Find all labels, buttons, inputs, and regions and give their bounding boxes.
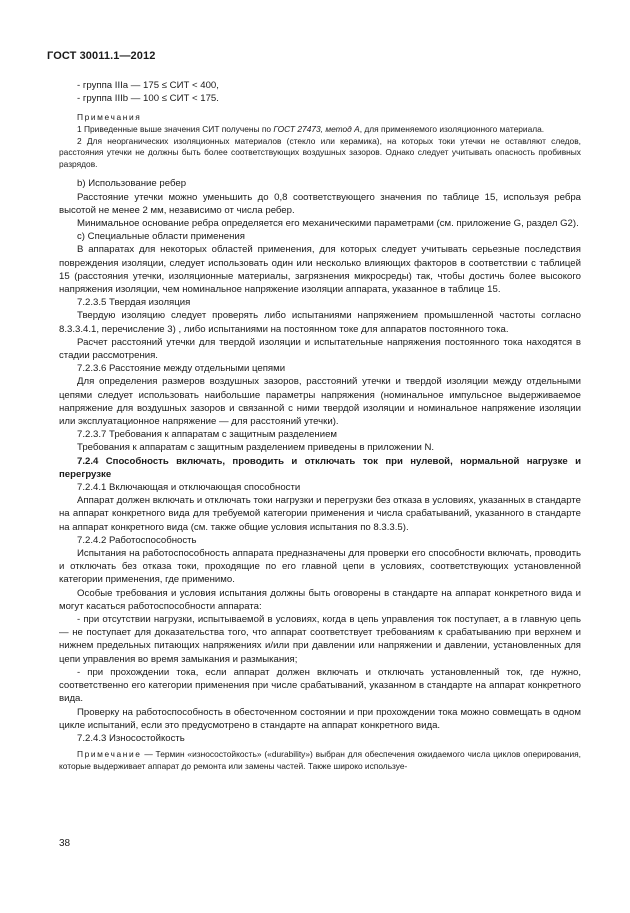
standard-code-header: ГОСТ 30011.1—2012 xyxy=(47,50,156,62)
note-2: 2 Для неорганических изоляционных материалов (стекло или керамика), на которых токи утечки не оставляют следов, расстояния утечки не должны быть более соответствующих воздушных зазоров. Однако следует учитывать опасность пробивных разрядов. xyxy=(59,135,581,169)
section-7237-paragraph: Требования к аппаратам с защитным разделением приведены в приложении N. xyxy=(77,442,435,454)
final-note-label: Примечание xyxy=(77,749,142,760)
section-7235-title: 7.2.3.5 Твердая изоляция xyxy=(77,297,191,309)
list-item: - группа IIIa — 175 ≤ СИТ < 400, xyxy=(77,80,219,91)
note-1-text-end: , для применяемого изоляционного материала. xyxy=(359,124,545,134)
note-1-reference: ГОСТ 27473, метод А xyxy=(273,124,360,134)
section-7242-paragraph-4: - при прохождении тока, если аппарат должен включать и отключать установленный ток, где нужно, соответственно его категории применения при числе срабатываний, указанном в стандарте на аппарат конкретного вида. xyxy=(59,666,581,705)
final-note xyxy=(59,749,581,772)
section-7236-title: 7.2.3.6 Расстояние между отдельными цепями xyxy=(77,363,286,375)
special-paragraph: В аппаратах для некоторых областей применения, для которых следует учитывать серьезные последствия повреждения изоляции, следует использовать один или несколько влияющих факторов в соответствии с таблицей 15 (расстояния утечки, изоляционные материалы, загрязнения микросреды) так, чтобы достичь более высокого напряжения изоляции, чем номинальное напряжение изоляции аппарата, указанное в таблице 15. xyxy=(59,244,581,295)
section-7241-paragraph: Аппарат должен включать и отключать токи нагрузки и перегрузки без отказа в условиях, указанных в стандарте на аппарат конкретного вида для требуемой категории применения и числа срабатываний, указанного в стандарте на аппарат конкретного вида (см. также общие условия испытания по 8.3.3.5). xyxy=(59,495,581,533)
section-7241-title: 7.2.4.1 Включающая и отключающая способности xyxy=(77,482,301,494)
ribs-paragraph-2: Минимальное основание ребра определяется его механическими параметрами (см. приложение G, раздел G2). xyxy=(77,217,579,229)
section-7236-paragraph: Для определения размеров воздушных зазоров, расстояний утечки и твердой изоляции между отдельными цепями следует использовать наибольшие параметры напряжения (номинальное импульсное выдерживаемое напряжение для воздушных зазоров и связанной с ними твердой изоляции и номинальное напряжение изоляции или эксплуатационное напряжение — для расстояний утечки). xyxy=(59,376,581,428)
final-note-text: — Термин «износостойкость» («durability») выбран для обеспечения ожидаемого числа циклов оперирования, которые выдерживает аппарат до ремонта или замены частей. Также широко используе- xyxy=(59,749,581,771)
section-7242-title: 7.2.4.2 Работоспособность xyxy=(77,534,197,546)
section-7243-title: 7.2.4.3 Износостойкость xyxy=(77,732,185,744)
ribs-paragraph-1: Расстояние утечки можно уменьшить до 0,8 соответствующего значения по таблице 15, используя ребра высотой не менее 2 мм, независимо от числа ребер. xyxy=(59,191,581,216)
note-1-text-start: 1 Приведенные выше значения СИТ получены по xyxy=(77,124,274,134)
section-7242-paragraph-1: Испытания на работоспособность аппарата предназначены для проверки его способности включать, проводить и отключать без отказа токи, проходящие по его главной цепи в условиях, соответствующих установленной категории применения, где применимо. xyxy=(59,548,581,586)
page-body xyxy=(59,79,581,772)
section-7235-paragraph-2: Расчет расстояний утечки для твердой изоляции и испытательные напряжения постоянного тока находятся в стадии рассмотрения. xyxy=(59,336,581,362)
section-7235-paragraph-1: Твердую изоляцию следует проверять либо испытаниями напряжением промышленной частоты согласно 8.3.3.4.1, перечисление 3) , либо испытаниями на постоянном токе для аппаратов постоянного тока. xyxy=(59,310,581,335)
section-7242-paragraph-2: Особые требования и условия испытания должны быть оговорены в стандарте на аппарат конкретного вида и могут касаться работоспособности аппарата: xyxy=(59,587,581,612)
note-1 xyxy=(59,124,581,136)
page-number: 38 xyxy=(59,838,71,849)
list-item: - группа IIIb — 100 ≤ СИТ < 175. xyxy=(77,93,219,105)
section-7237-title: 7.2.3.7 Требования к аппаратам с защитным разделением xyxy=(77,429,338,441)
section-7242-paragraph-5: Проверку на работоспособность в обесточенном состоянии и при прохождении тока можно совмещать в одном цикле испытаний, если это предусмотрено в стандарте на аппарат конкретного вида. xyxy=(59,706,581,731)
special-heading: c) Специальные области применения xyxy=(77,231,245,243)
section-7242-paragraph-3: - при отсутствии нагрузки, испытываемой в условиях, когда в цепь управления ток поступает, а в главную цепь — не поступает для доказательства того, что аппарат соответствует требованиям к срабатыванию при верхнем и нижнем предельных питающих напряжениях и/или при давлении или напряжении и давлении, установленных для цепи управления во время замыкания и размыкания; xyxy=(59,614,581,665)
section-724-title: 7.2.4 Способность включать, проводить и отключать ток при нулевой, нормальной нагрузке и перегрузке xyxy=(59,455,581,480)
notes-heading: Примечания xyxy=(77,112,142,123)
ribs-heading: b) Использование ребер xyxy=(77,178,187,190)
